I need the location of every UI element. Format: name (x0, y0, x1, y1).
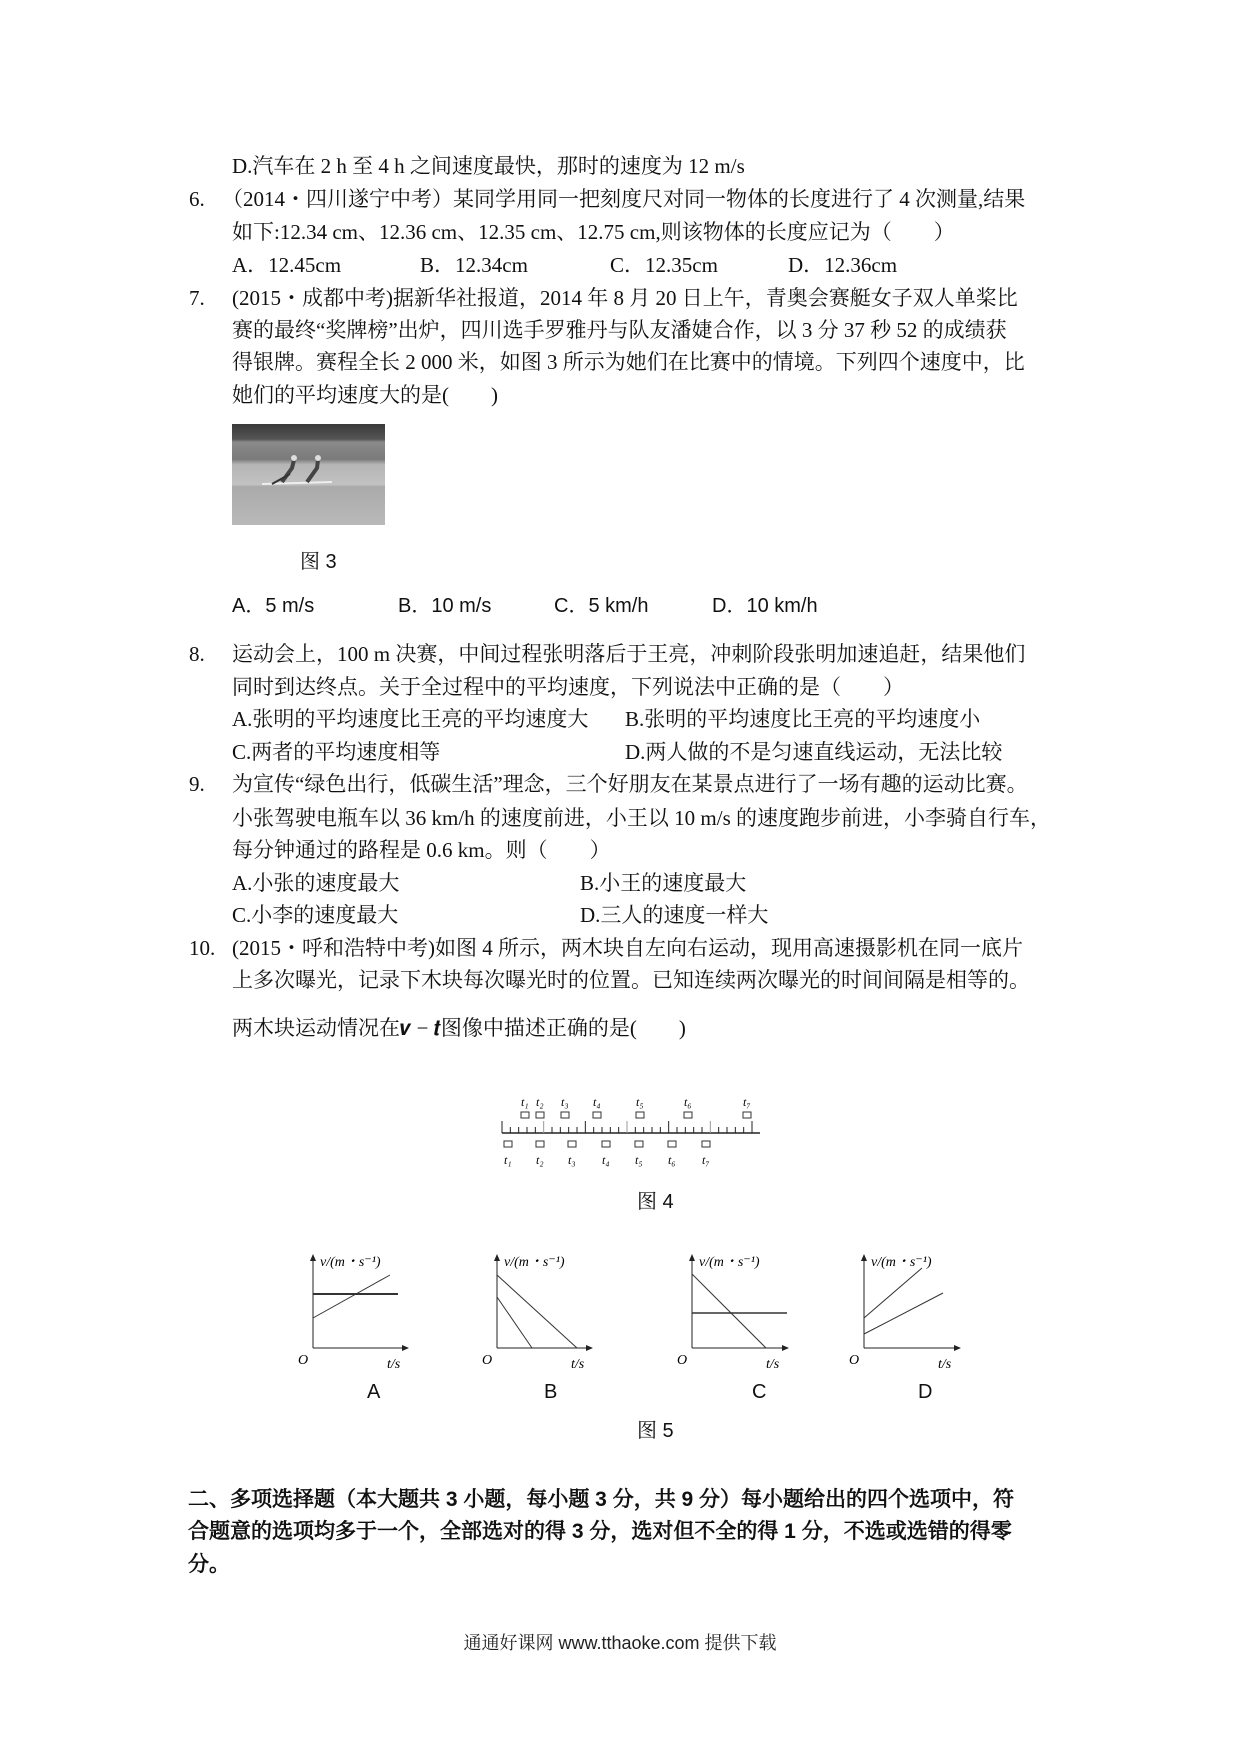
decelerating-line (692, 1274, 766, 1348)
decelerating-line-2 (497, 1297, 532, 1348)
lower-time-label: t₄ (602, 1153, 610, 1167)
q8-line: 运动会上，100 m 决赛，中间过程张明落后于王亮，冲刺阶段张明加速追赶，结果他们 (232, 642, 1026, 666)
q8-option-b: B.张明的平均速度比王亮的平均速度小 (625, 707, 981, 731)
lower-block (702, 1141, 710, 1147)
q7-option-d: D．10 km/h (712, 595, 818, 617)
upper-time-label: t₆ (684, 1095, 692, 1109)
figure-4-caption: 图 4 (637, 1191, 674, 1213)
q6-option-d: D．12.36cm (788, 253, 898, 277)
decelerating-line-1 (497, 1275, 577, 1348)
q8-line: 同时到达终点。关于全过程中的平均速度，下列说法中正确的是（ ） (232, 675, 904, 699)
q8-option-a: A.张明的平均速度比王亮的平均速度大 (232, 707, 589, 731)
lower-block-positions (504, 1141, 710, 1167)
q9-line: 小张驾驶电瓶车以 36 km/h 的速度前进，小王以 10 m/s 的速度跑步前进，小李骑自行车， (232, 806, 1052, 830)
footer-watermark: 通通好课网 www.tthaoke.com 提供下载 (463, 1633, 777, 1653)
graph-a (298, 1255, 408, 1372)
x-axis-label: t/s (938, 1357, 952, 1372)
origin-label: O (677, 1353, 688, 1368)
section-2-heading: 二、多项选择题（本大题共 3 小题，每小题 3 分，共 9 分）每小题给出的四个选项中，符 (188, 1488, 1015, 1511)
q8-option-c: C.两者的平均速度相等 (232, 740, 441, 764)
upper-time-label: t₁ (521, 1095, 529, 1109)
lower-time-label: t₃ (568, 1153, 576, 1167)
q8-option-d: D.两人做的不是匀速直线运动，无法比较 (625, 740, 1003, 764)
upper-block (561, 1112, 569, 1118)
q5-option-d: D.汽车在 2 h 至 4 h 之间速度最快，那时的速度为 12 m/s (232, 154, 745, 178)
x-axis-label: t/s (571, 1357, 585, 1372)
origin-label: O (298, 1353, 309, 1368)
lower-block (602, 1141, 610, 1147)
q9-option-a: A.小张的速度最大 (232, 871, 400, 895)
lower-block (536, 1141, 544, 1147)
ruler-ticks (502, 1121, 752, 1133)
upper-block (743, 1112, 751, 1118)
q9-option-d: D.三人的速度一样大 (580, 903, 769, 927)
upper-time-label: t₄ (593, 1095, 601, 1109)
figure-5-caption: 图 5 (637, 1420, 674, 1442)
accelerating-line (313, 1275, 390, 1318)
lower-time-label: t₂ (536, 1153, 544, 1167)
q6-option-a: A．12.45cm (232, 253, 342, 277)
y-axis-label: v/(m・s⁻¹) (320, 1255, 381, 1270)
q9-number: 9. (189, 772, 205, 796)
lower-time-label: t₁ (504, 1153, 512, 1167)
graph-c-label: C (752, 1381, 767, 1403)
q7-line: 她们的平均速度大的是( ) (232, 383, 498, 407)
lower-time-label: t₆ (668, 1153, 676, 1167)
graph-d (849, 1255, 960, 1372)
lower-time-label: t₅ (635, 1153, 643, 1167)
lower-time-label: t₇ (702, 1153, 710, 1167)
graph-c (677, 1255, 788, 1372)
q8-number: 8. (189, 642, 205, 666)
accelerating-line-2 (864, 1293, 943, 1334)
q6-option-b: B．12.34cm (420, 253, 528, 277)
lower-block (568, 1141, 576, 1147)
q7-option-b: B．10 m/s (398, 595, 492, 617)
q9-option-b: B.小王的速度最大 (580, 871, 747, 895)
q10-number: 10. (189, 936, 216, 960)
q6-line: （2014・四川遂宁中考）某同学用同一把刻度尺对同一物体的长度进行了 4 次测量,结果 (222, 187, 1026, 211)
q9-option-c: C.小李的速度最大 (232, 903, 399, 927)
x-axis-label: t/s (766, 1357, 780, 1372)
upper-block (536, 1112, 544, 1118)
q7-option-c: C．5 km/h (554, 595, 649, 617)
upper-block (684, 1112, 692, 1118)
q7-option-a: A．5 m/s (232, 595, 315, 617)
upper-time-label: t₅ (636, 1095, 644, 1109)
upper-block (521, 1112, 529, 1118)
lower-block (504, 1141, 512, 1147)
rowing-photo (232, 424, 385, 525)
accelerating-line-1 (864, 1268, 922, 1318)
figure-5-vt-graphs (280, 1240, 980, 1380)
y-axis-label: v/(m・s⁻¹) (871, 1255, 932, 1270)
y-axis-label: v/(m・s⁻¹) (699, 1255, 760, 1270)
lower-block (668, 1141, 676, 1147)
graph-a-label: A (367, 1381, 381, 1403)
section-2-text: 分。 (188, 1553, 230, 1576)
x-axis-label: t/s (387, 1357, 401, 1372)
upper-time-label: t₃ (561, 1095, 569, 1109)
figure-4-exposure-diagram (490, 1090, 780, 1175)
graph-b (482, 1255, 592, 1372)
q10-line: 上多次曝光，记录下木块每次曝光时的位置。已知连续两次曝光的时间间隔是相等的。 (232, 968, 1030, 992)
q6-line: 如下:12.34 cm、12.36 cm、12.35 cm、12.75 cm,则该物体的长度应记为（ ） (232, 220, 955, 244)
q6-option-c: C．12.35cm (610, 253, 718, 277)
upper-block (593, 1112, 601, 1118)
q7-line: 赛的最终“奖牌榜”出炉，四川选手罗雅丹与队友潘婕合作，以 3 分 37 秒 52 的成绩获 (232, 318, 1007, 342)
figure-3-caption: 图 3 (300, 551, 337, 573)
upper-time-label: t₇ (743, 1095, 751, 1109)
q7-number: 7. (189, 286, 205, 310)
q9-line: 为宣传“绿色出行，低碳生活”理念，三个好朋友在某景点进行了一场有趣的运动比赛。 (232, 772, 1028, 796)
upper-block (636, 1112, 644, 1118)
rowers-illustration (232, 424, 385, 525)
q10-line: 两木块运动情况在𝒗 − 𝒕图像中描述正确的是( ) (232, 1016, 686, 1040)
upper-block-positions (521, 1095, 751, 1118)
q9-line: 每分钟通过的路程是 0.6 km。则（ ） (232, 838, 611, 862)
q6-number: 6. (189, 187, 205, 211)
origin-label: O (849, 1353, 860, 1368)
q7-line: 得银牌。赛程全长 2 000 米，如图 3 所示为她们在比赛中的情境。下列四个速度中，比 (232, 350, 1025, 374)
graph-d-label: D (918, 1381, 933, 1403)
upper-time-label: t₂ (536, 1095, 544, 1109)
graph-b-label: B (544, 1381, 558, 1403)
q10-line: (2015・呼和浩特中考)如图 4 所示，两木块自左向右运动，现用高速摄影机在同一底片 (232, 936, 1023, 960)
lower-block (635, 1141, 643, 1147)
section-2-text: 合题意的选项均多于一个，全部选对的得 3 分，选对但不全的得 1 分，不选或选错的得零 (188, 1520, 1012, 1543)
origin-label: O (482, 1353, 493, 1368)
q7-line: (2015・成都中考)据新华社报道，2014 年 8 月 20 日上午，青奥会赛艇女子双人单桨比 (232, 286, 1018, 310)
y-axis-label: v/(m・s⁻¹) (504, 1255, 565, 1270)
